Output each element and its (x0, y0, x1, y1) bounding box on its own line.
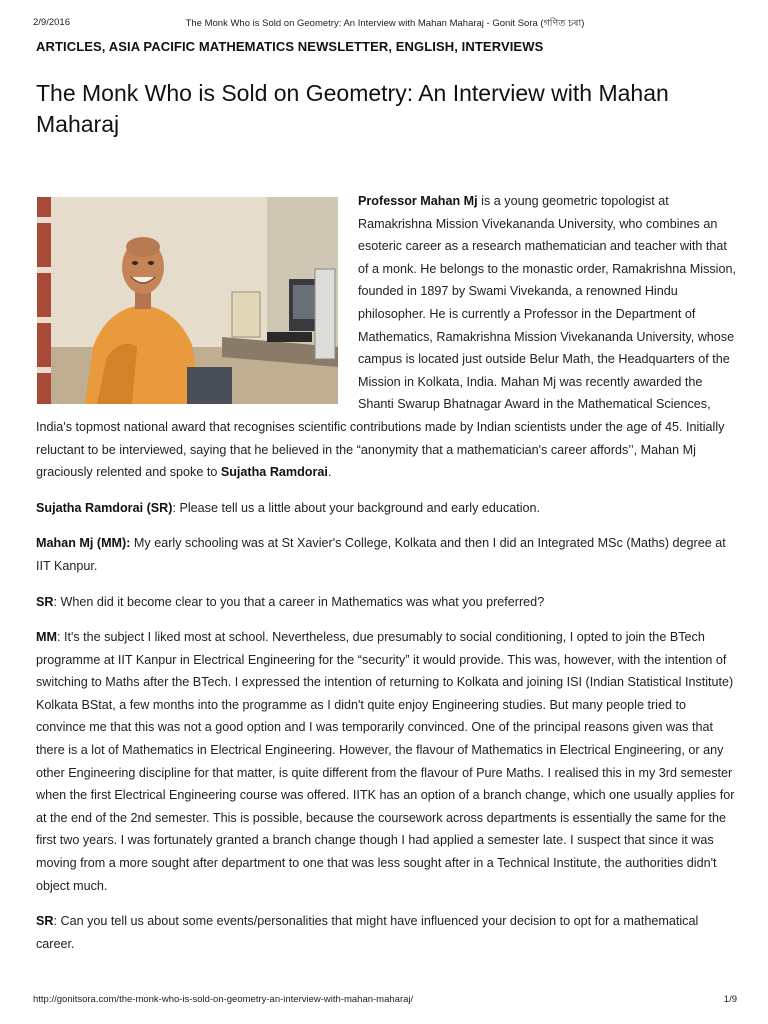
qa-paragraph (36, 591, 736, 614)
qa-speaker: Mahan Mj (MM): (36, 536, 131, 551)
qa-text: : It's the subject I liked most at school. Nevertheless, due presumably to social conditioning, I opted to join the BTech programme at IIT Kanpur in Electrical Engineering for the “security” it would provide. This was, however, with the intention of switching to Maths after the BTech. I expressed the intention of returning to Kolkata and joining ISI (Indian Statistical Institute) Kolkata BStat, a few months into the programme as I didn't quite enjoy Engineering studies. But many people tried to convince me that this was not a good option and I was temporarily convinced. One of the principal reasons given was that there is a lot of Mathematics in Electrical Engineering. However, the flavour of Mathematics in Electrical Engineering, or any other Engineering discipline for that matter, is quite different from the flavour of Pure Maths. I realised this in my 3rd semester when the first Electrical Engineering course was offered. IITK has an option of a branch change, which one usually applies for at the end of the 2nd semester. This is possible, because the coursework across departments is essentially the same for the first two years. I was fortunately granted a branch change though I had applied a semester late. I suspect that since it was moving from a more sought after department to one that was less sought after in a Technical Institute, the authorities didn't object much. (36, 630, 735, 893)
article-body (36, 190, 736, 968)
qa-paragraph (36, 497, 736, 520)
qa-speaker: SR (36, 914, 54, 929)
qa-paragraph (36, 626, 736, 897)
interviewer-name: Sujatha Ramdorai (220, 465, 328, 480)
qa-paragraph (36, 532, 736, 577)
print-page-title: The Monk Who is Sold on Geometry: An Interview with Mahan Maharaj - Gonit Sora (গণিত চৰা) (185, 18, 585, 29)
photo-text-wrap-spacer (36, 190, 358, 411)
page-url[interactable]: http://gonitsora.com/the-monk-who-is-sold-on-geometry-an-interview-with-mahan-maharaj/ (33, 994, 414, 1005)
qa-text: : Can you tell us about some events/personalities that might have influenced your decision to opt for a mathematical career. (36, 914, 699, 951)
qa-speaker: SR (36, 594, 54, 609)
page-number: 1/9 (723, 994, 737, 1005)
qa-text: : When did it become clear to you that a career in Mathematics was what you preferred? (53, 594, 545, 609)
subject-name: Professor Mahan Mj (358, 194, 478, 208)
print-header (33, 17, 737, 31)
article-title: The Monk Who is Sold on Geometry: An Interview with Mahan Maharaj (36, 80, 669, 137)
intro-end: . (327, 465, 332, 480)
qa-text: My early schooling was at St Xavier's College, Kolkata and then I did an Integrated MSc (Maths) degree at IIT Kanpur. (36, 536, 726, 573)
print-date: 2/9/2016 (33, 17, 70, 28)
qa-paragraph (36, 910, 736, 955)
qa-speaker: Sujatha Ramdorai (SR) (36, 500, 173, 515)
print-footer (33, 994, 737, 1008)
intro-text: is a young geometric topologist at Ramakrishna Mission Vivekananda University, who combines an esoteric career as a research mathematician and teacher with that of a monk. He belongs to the monastic order, Ramakrishna Mission, founded in 1897 by Swami Vivekanda, a renowned Hindu philosopher. He is currently a Professor in the Department of Mathematics, Ramakrishna Mission Vivekananda University, whose campus is located just outside Belur Math, the Headquarters of the Mission in Kolkata, India. Mahan Mj was recently awarded the Shanti Swarup Bhatnagar Award in the Mathematical Sciences, India's topmost national award that recognises scientific contributions made by Indian scientists under the age of 45. Initially reluctant to be interviewed, saying that he believed in the “anonymity that a mathematician's career affords’’, Mahan Mj graciously relented and spoke to (36, 194, 736, 480)
qa-text: : Please tell us a little about your background and early education. (172, 500, 541, 515)
category-links[interactable]: ARTICLES, ASIA PACIFIC MATHEMATICS NEWSLETTER, ENGLISH, INTERVIEWS (36, 39, 544, 54)
qa-speaker: MM (36, 630, 57, 645)
